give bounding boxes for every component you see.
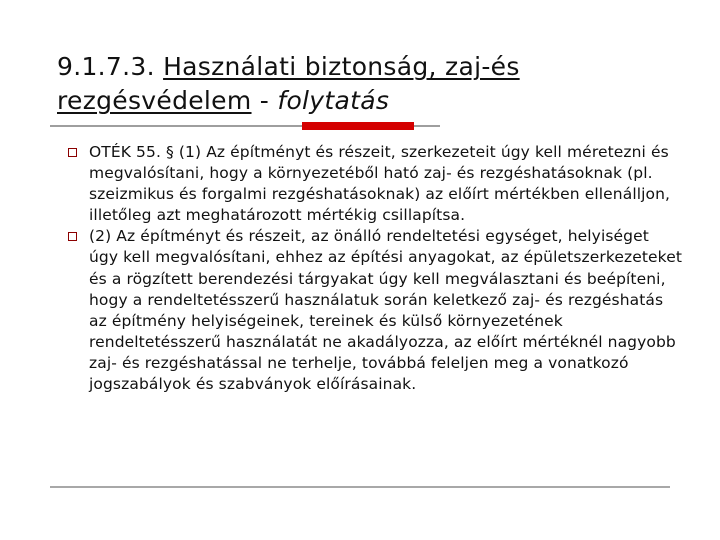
bullet-item-2 bbox=[68, 226, 683, 395]
square-bullet-icon bbox=[68, 232, 77, 241]
bullet-text-1: OTÉK 55. § (1) Az építményt és részeit, szerkezeteit úgy kell méretezni és megvalósítani, hogy a környezetéből ható zaj- és rezgéshatásoknak (pl. szeizmikus és forgalmi rezgéshatásoknak) az előírt mértékben ellenálljon, illetőleg azt meghatározott mértékig csillapítsa. bbox=[89, 143, 671, 225]
title-separator: - bbox=[251, 86, 278, 115]
title-accent-bar bbox=[302, 122, 414, 130]
bullet-list bbox=[68, 142, 683, 395]
bullet-item-1 bbox=[68, 142, 683, 226]
footer-rule bbox=[50, 486, 670, 488]
title-topic-line1: Használati biztonság, zaj-és bbox=[163, 52, 520, 81]
title-topic-line2: rezgésvédelem bbox=[57, 86, 252, 115]
square-bullet-icon bbox=[68, 148, 77, 157]
title-number: 9.1.7.3. bbox=[57, 52, 155, 81]
bullet-text-2: (2) Az építményt és részeit, az önálló rendeltetési egységet, helyiséget úgy kell megvalósítani, ehhez az építési anyagokat, az épületszerkezeteket és a rögzített berendezési tárgyakat úgy kell megválasztani és beépíteni, hogy a rendeltetésszerű használatuk során keletkező zaj- és rezgéshatás az építmény helyiségeinek, tereinek és külső környezetének rendeltetésszerű használatát ne akadályozza, az előírt mértéknél nagyobb zaj- és rezgéshatással ne terhelje, továbbá feleljen meg a vonatkozó jogszabályok és szabványok előírásainak. bbox=[89, 227, 683, 394]
slide-title bbox=[57, 50, 697, 118]
title-continuation: folytatás bbox=[277, 86, 390, 115]
